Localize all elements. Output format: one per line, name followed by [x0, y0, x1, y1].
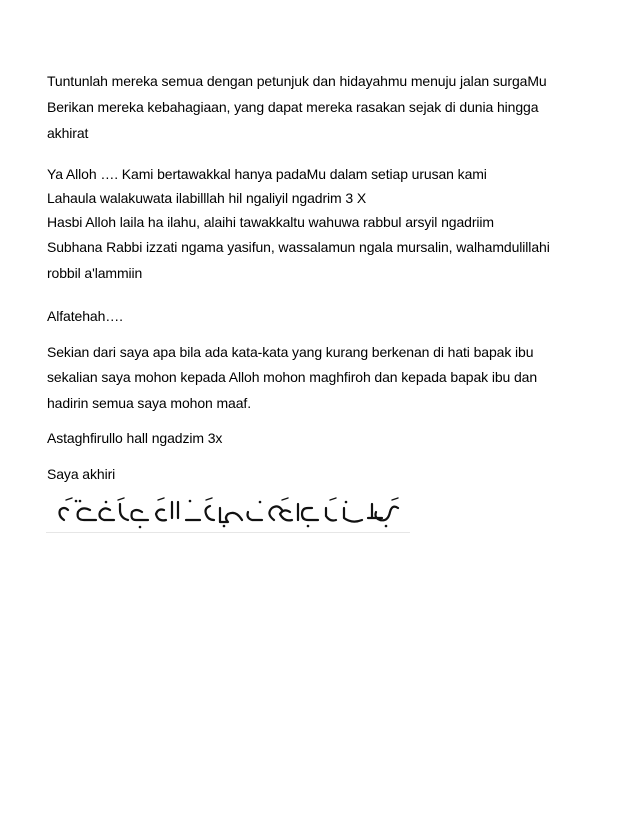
paragraph-line: Sekian dari saya apa bila ada kata-kata yang kurang berkenan di hati bapak ibu [47, 344, 534, 360]
paragraph-line: Lahaula walakuwata ilabilllah hil ngaliyil ngadrim 3 X [47, 190, 367, 206]
arabic-calligraphy-salam-image [46, 496, 410, 533]
calligraphy-drawing [46, 496, 410, 532]
paragraph-line: Alfatehah…. [47, 308, 123, 324]
paragraph-line: Astaghfirullo hall ngadzim 3x [47, 430, 223, 446]
paragraph-line: robbil a'lammiin [47, 265, 143, 281]
paragraph-line: akhirat [47, 125, 89, 141]
paragraph-line: sekalian saya mohon kepada Alloh mohon maghfiroh dan kepada bapak ibu dan [47, 369, 538, 385]
paragraph-line: Saya akhiri [47, 466, 116, 482]
paragraph-line: Ya Alloh …. Kami bertawakkal hanya padaMu dalam setiap urusan kami [47, 166, 487, 182]
paragraph-line: Tuntunlah mereka semua dengan petunjuk dan hidayahmu menuju jalan surgaMu [47, 73, 547, 89]
paragraph-line: hadirin semua saya mohon maaf. [47, 395, 251, 411]
paragraph-line: Hasbi Alloh laila ha ilahu, alaihi tawakkaltu wahuwa rabbul arsyil ngadriim [47, 214, 494, 230]
paragraph-line: Berikan mereka kebahagiaan, yang dapat mereka rasakan sejak di dunia hingga [47, 99, 539, 115]
paragraph-line: Subhana Rabbi izzati ngama yasifun, wassalamun ngala mursalin, walhamdulillahi [47, 239, 550, 255]
